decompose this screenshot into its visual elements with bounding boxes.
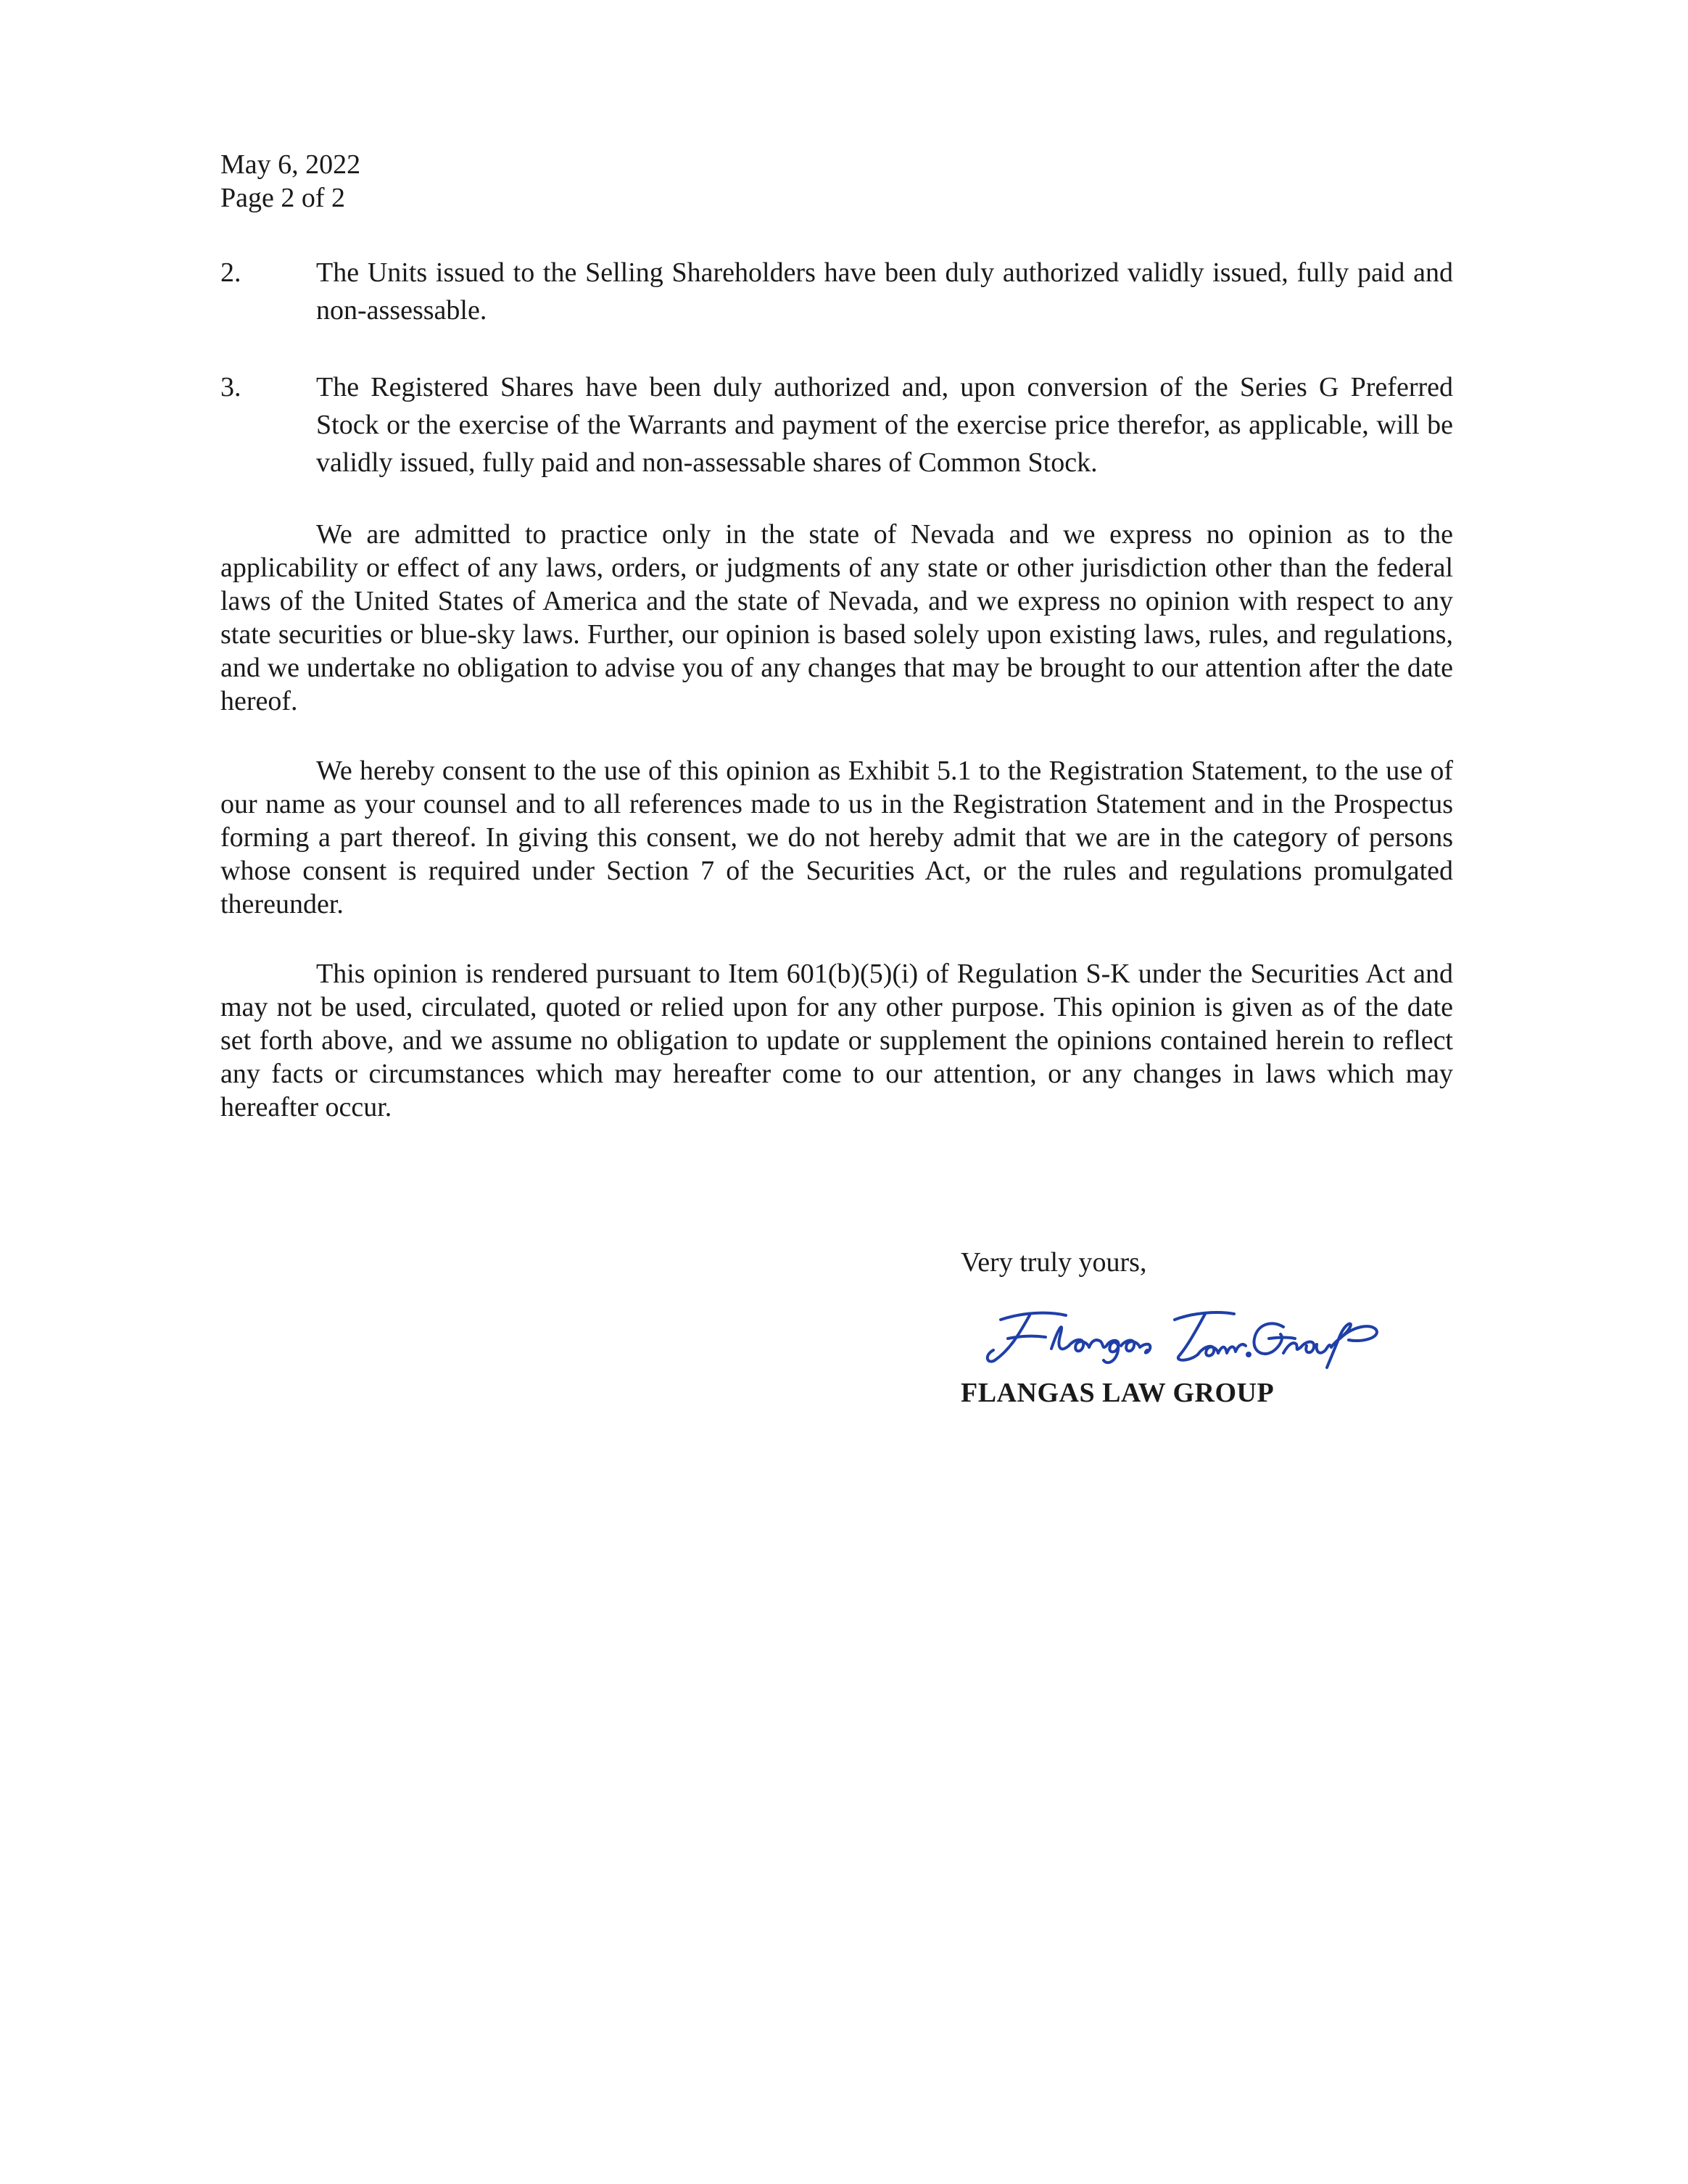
list-item-number: 3. (220, 372, 241, 402)
paragraph-consent: We hereby consent to the use of this opinion as Exhibit 5.1 to the Registration Statement, to the use of our name as your counsel and to all references made to us in the Registration Statement and in the Prospectus forming a part thereof. In giving this consent, we do not hereby admit that we are in the category of persons whose consent is required under Section 7 of the Securities Act, or the rules and regulations promulgated thereunder. (220, 756, 1453, 919)
list-item-text: The Registered Shares have been duly authorized and, upon conversion of the Series G Preferred Stock or the exercise of the Warrants and payment of the exercise price therefor, as applicable, will be validly issued, fully paid and non-assessable shares of Common Stock. (316, 372, 1453, 478)
page-number: Page 2 of 2 (220, 183, 346, 213)
page-header (220, 148, 360, 215)
list-item-number: 2. (220, 257, 241, 288)
list-item-text: The Units issued to the Selling Shareholders have been duly authorized validly issued, fully paid and non-assessable. (316, 257, 1453, 326)
firm-name: FLANGAS LAW GROUP (961, 1378, 1275, 1408)
handwritten-signature (979, 1298, 1385, 1370)
letter-date: May 6, 2022 (220, 149, 361, 180)
paragraph-jurisdiction: We are admitted to practice only in the state of Nevada and we express no opinion as to the applicability or effect of any laws, orders, or judgments of any state or other jurisdiction other than the federal laws of the United States of America and the state of Nevada, and we express no opinion with respect to any state securities or blue-sky laws. Further, our opinion is based solely upon existing laws, rules, and regulations, and we undertake no obligation to advise you of any changes that may be brought to our attention after the date hereof. (220, 519, 1453, 716)
closing-salutation: Very truly yours, (961, 1247, 1147, 1278)
paragraph-rendered-pursuant: This opinion is rendered pursuant to Item 601(b)(5)(i) of Regulation S-K under the Securities Act and may not be used, circulated, quoted or relied upon for any other purpose. This opinion is given as of the date set forth above, and we assume no obligation to update or supplement the opinions contained herein to reflect any facts or circumstances which may hereafter come to our attention, or any changes in laws which may hereafter occur. (220, 959, 1453, 1122)
